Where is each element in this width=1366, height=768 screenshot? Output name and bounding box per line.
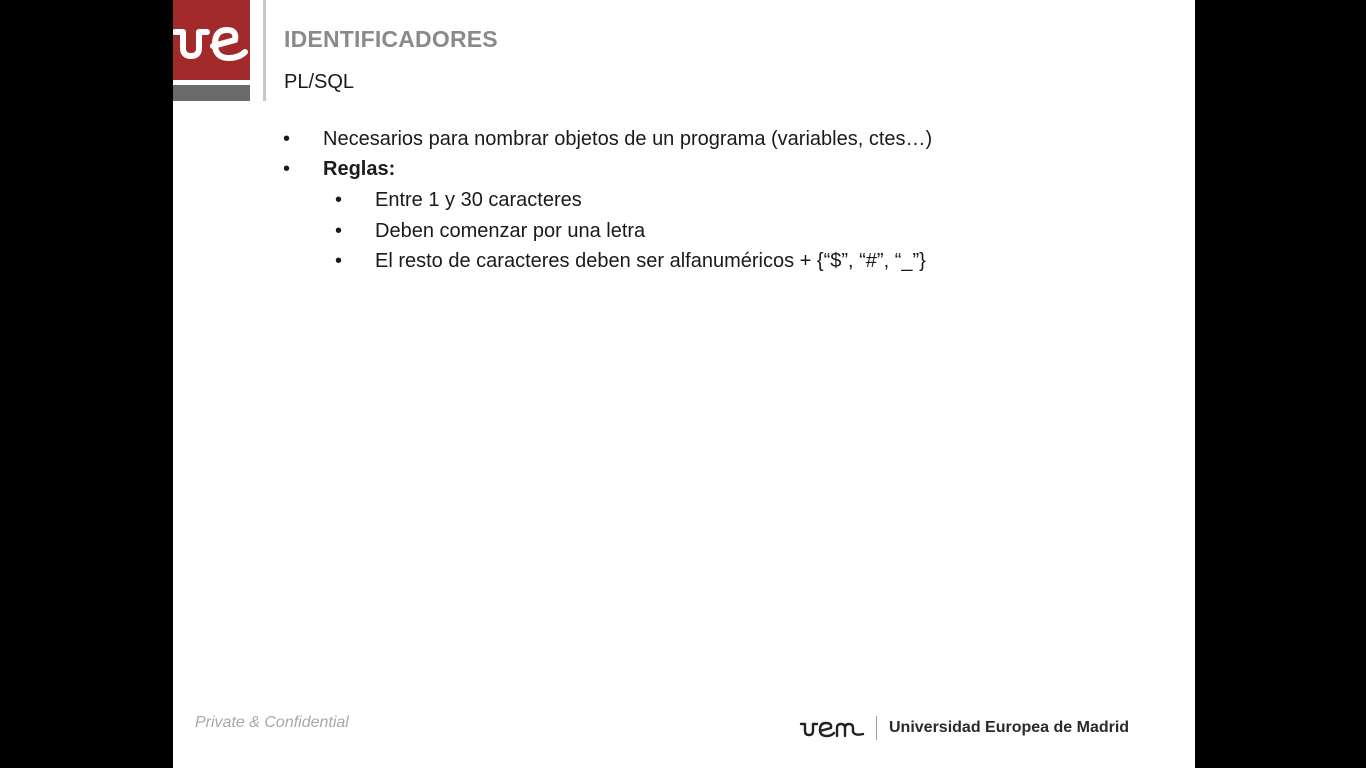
- logo-underline-bar: [173, 85, 250, 101]
- bullet-text: Necesarios para nombrar objetos de un programa (variables, ctes…): [323, 128, 933, 150]
- presentation-slide: [173, 0, 1195, 768]
- header-divider: [263, 0, 266, 101]
- sub-bullet-text: Deben comenzar por una letra: [375, 220, 646, 242]
- bullet-dot: •: [335, 250, 343, 272]
- sub-bullet-text: Entre 1 y 30 caracteres: [375, 189, 582, 211]
- confidentiality-notice: Private & Confidential: [195, 714, 349, 731]
- uem-logo-icon: [799, 718, 869, 740]
- bullet-dot: •: [335, 189, 343, 211]
- ue-logo-icon: [173, 0, 250, 80]
- bullet-text: Reglas:: [323, 158, 396, 180]
- slide-title: IDENTIFICADORES: [284, 26, 498, 52]
- sub-bullet-text: El resto de caracteres deben ser alfanuméricos + {“$”, “#”, “_”}: [375, 250, 926, 272]
- slide-subtitle: PL/SQL: [284, 71, 355, 93]
- bullet-dot: •: [335, 220, 343, 242]
- bullet-dot: •: [283, 128, 291, 150]
- bullet-dot: •: [283, 158, 291, 180]
- footer-divider: [876, 716, 877, 740]
- organization-name: Universidad Europea de Madrid: [889, 719, 1130, 736]
